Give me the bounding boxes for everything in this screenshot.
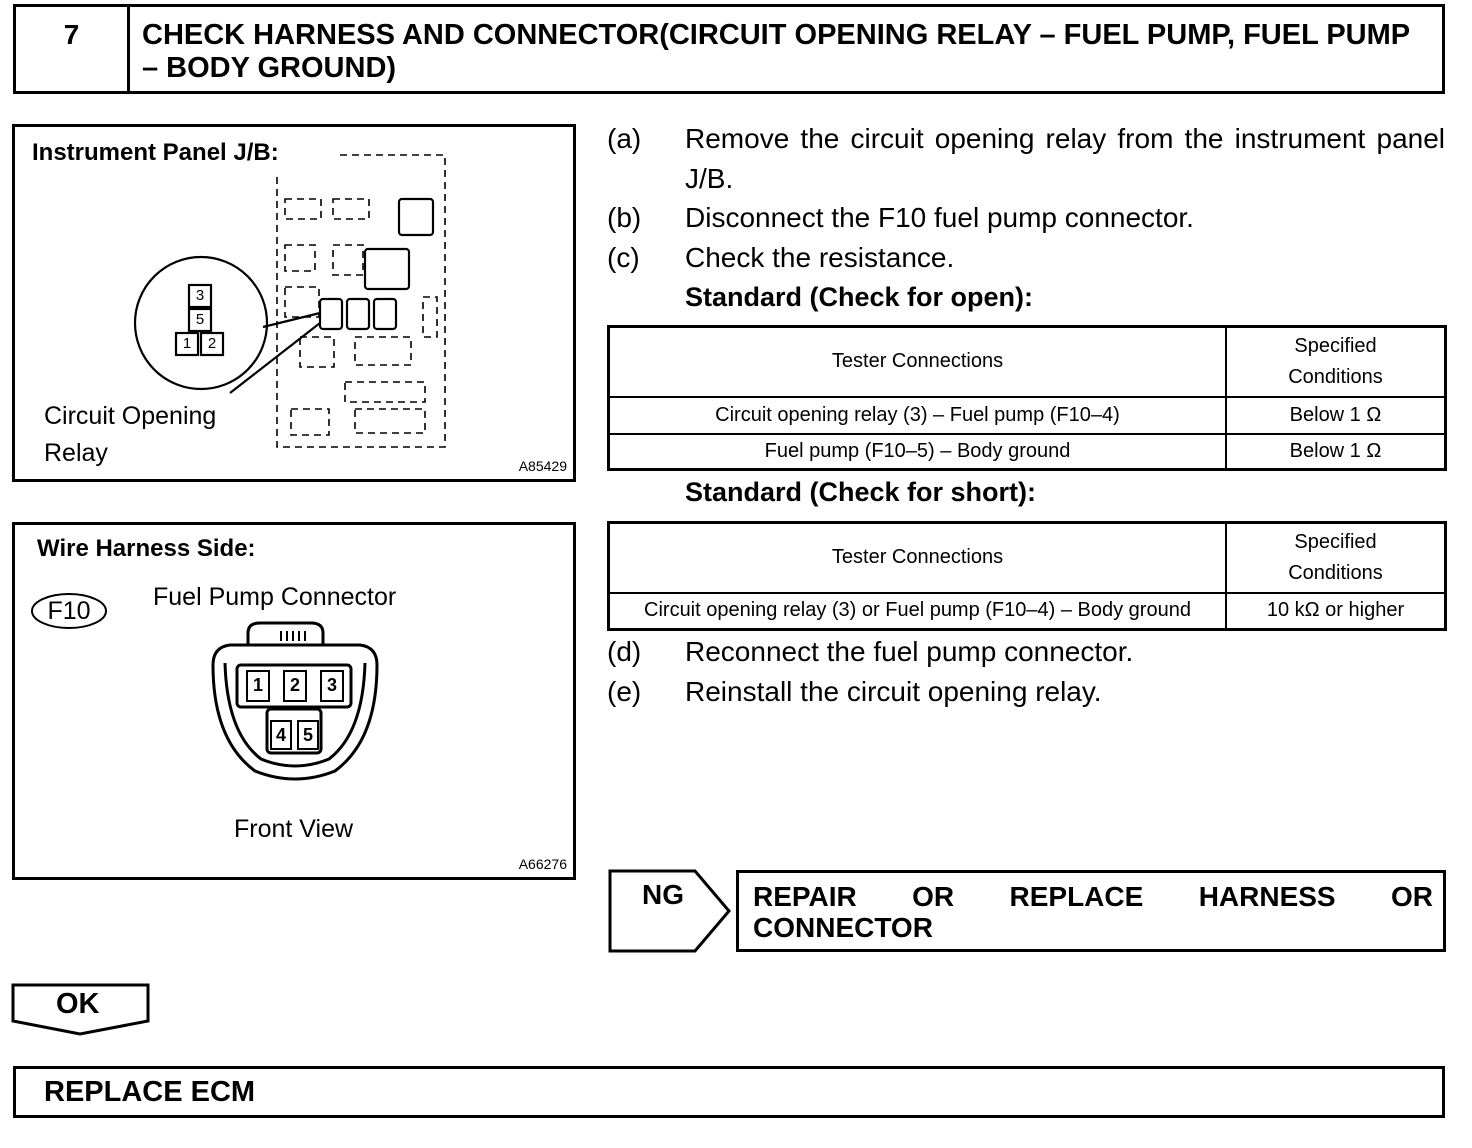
figure2-title: Wire Harness Side:: [37, 535, 256, 562]
table-row: [609, 593, 1446, 630]
col-header-line2: Conditions: [1288, 561, 1383, 584]
table-header-row: [609, 327, 1446, 397]
ng-word: REPLACE: [1009, 881, 1144, 912]
connection-cell: Circuit opening relay (3) or Fuel pump (F10–4) – Body ground: [609, 593, 1227, 630]
condition-cell: Below 1 Ω: [1226, 397, 1446, 434]
table-header-row: [609, 523, 1446, 593]
final-action-text: REPLACE ECM: [44, 1076, 256, 1108]
pin-label: 4: [275, 725, 286, 745]
figure-id: A85429: [518, 458, 567, 474]
step-text: Reconnect the fuel pump connector.: [685, 636, 1134, 667]
col-header-conditions: [1226, 523, 1446, 593]
ng-word: OR: [912, 881, 955, 912]
step-header: [13, 4, 1445, 94]
standard-open-heading: Standard (Check for open):: [685, 282, 1034, 312]
step-d: [607, 632, 1447, 672]
step-label: (e): [607, 676, 642, 707]
callout-line1: Circuit Opening: [44, 402, 217, 430]
ng-action-line1: [753, 881, 1433, 912]
pin-label: 2: [207, 335, 217, 352]
final-action-box: [13, 1066, 1445, 1118]
table-row: [609, 434, 1446, 470]
pin-label: 3: [326, 675, 337, 695]
figure-id: A66276: [518, 856, 567, 872]
step-text: Remove the circuit opening relay from the instrument panel J/B.: [685, 123, 1445, 194]
col-header-connections: Tester Connections: [609, 523, 1227, 593]
ng-word: HARNESS: [1198, 881, 1336, 912]
condition-cell: 10 kΩ or higher: [1226, 593, 1446, 630]
step-text: Check the resistance.: [685, 242, 955, 273]
ng-action-line2: CONNECTOR: [753, 912, 933, 943]
step-text: Reinstall the circuit opening relay.: [685, 676, 1102, 707]
pin-label: 1: [252, 675, 263, 695]
step-e: [607, 672, 1447, 712]
col-header-line2: Conditions: [1288, 365, 1383, 388]
figure-instrument-panel-jb: [12, 124, 576, 482]
step-text: Disconnect the F10 fuel pump connector.: [685, 202, 1194, 233]
pin-label: 1: [182, 335, 192, 352]
step-label: (b): [607, 202, 642, 233]
col-header-connections: Tester Connections: [609, 327, 1227, 397]
view-label: Front View: [234, 815, 354, 843]
ng-label: NG: [642, 879, 684, 910]
pin-label: 5: [302, 725, 313, 745]
ng-word: REPAIR: [753, 881, 857, 912]
connector-code: F10: [47, 597, 91, 625]
figure-wire-harness: [12, 522, 576, 880]
ng-word: OR: [1391, 881, 1433, 912]
ng-action-box: [736, 870, 1446, 952]
step-label: (d): [607, 636, 642, 667]
step-number: 7: [16, 7, 130, 91]
pin-label: 2: [289, 675, 300, 695]
col-header-line1: Specified: [1294, 530, 1377, 553]
step-c: [607, 238, 1447, 278]
step-label: (a): [607, 123, 642, 154]
ok-label: OK: [56, 988, 100, 1020]
step-b: [607, 198, 1447, 238]
step-a: [607, 119, 1447, 199]
callout-line2: Relay: [44, 439, 108, 467]
standard-open-table: [607, 325, 1447, 471]
connection-cell: Circuit opening relay (3) – Fuel pump (F10–4): [609, 397, 1227, 434]
col-header-line1: Specified: [1294, 334, 1377, 357]
connector-name: Fuel Pump Connector: [153, 583, 397, 611]
pin-label: 3: [195, 287, 205, 304]
standard-short-table: [607, 521, 1447, 631]
table-row: [609, 397, 1446, 434]
ng-action-text: [753, 881, 1433, 943]
step-title: CHECK HARNESS AND CONNECTOR(CIRCUIT OPENING RELAY – FUEL PUMP, FUEL PUMP – BODY GROUND): [142, 19, 1410, 84]
figure1-title: Instrument Panel J/B:: [32, 139, 279, 166]
step-label: (c): [607, 242, 640, 273]
pin-label: 5: [195, 311, 205, 328]
condition-cell: Below 1 Ω: [1226, 434, 1446, 470]
standard-short-heading: Standard (Check for short):: [685, 477, 1037, 507]
col-header-conditions: [1226, 327, 1446, 397]
connection-cell: Fuel pump (F10–5) – Body ground: [609, 434, 1227, 470]
